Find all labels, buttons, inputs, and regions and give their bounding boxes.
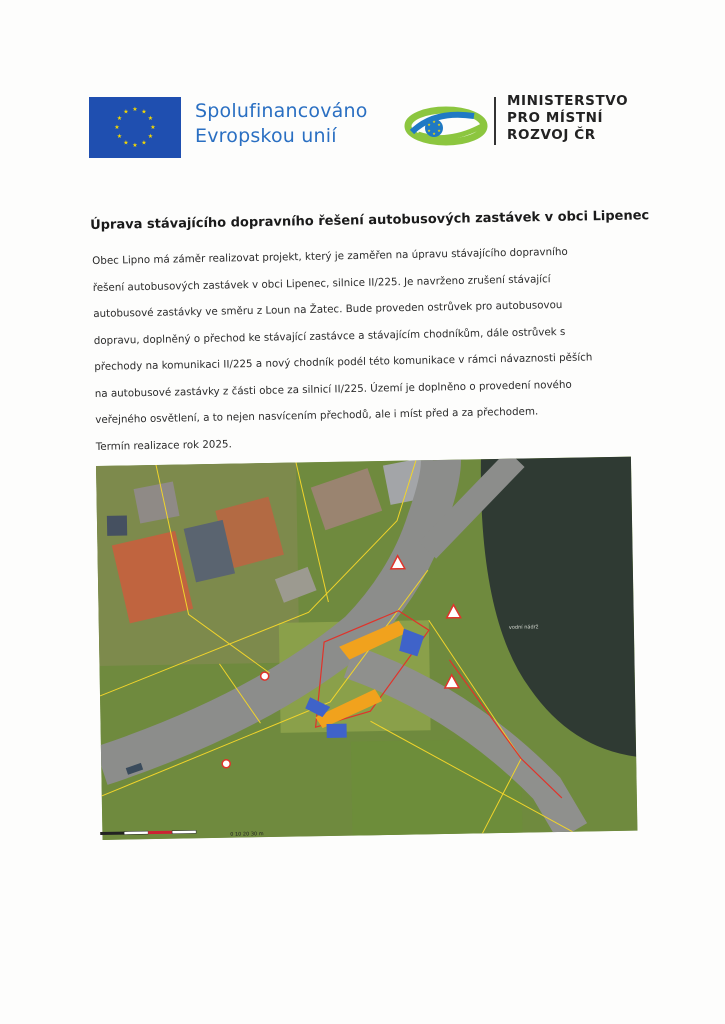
svg-text:★: ★ bbox=[147, 115, 154, 122]
eu-cofinancing-text bbox=[195, 99, 368, 149]
svg-text:★: ★ bbox=[432, 119, 436, 124]
map-scale-bar bbox=[100, 824, 264, 848]
eu-flag-logo bbox=[89, 97, 181, 158]
paragraph-line: veřejného osvětlení, a to nejen nasvícením přechodů, ale i míst před a za přechodem. bbox=[95, 405, 539, 426]
svg-text:★: ★ bbox=[150, 124, 156, 131]
paragraph-line: Termín realizace rok 2025. bbox=[95, 437, 232, 453]
paragraph-line: Obec Lipno má záměr realizovat projekt, který je zaměřen na úpravu stávajícího dopravního bbox=[92, 245, 568, 267]
svg-text:★: ★ bbox=[427, 128, 431, 133]
ministry-swirl-logo bbox=[404, 104, 488, 148]
svg-text:★: ★ bbox=[427, 122, 431, 127]
svg-text:★: ★ bbox=[141, 108, 147, 116]
aerial-site-plan-map bbox=[96, 457, 637, 840]
svg-text:★: ★ bbox=[437, 122, 441, 127]
water-label: vodní nádrž bbox=[508, 624, 539, 631]
svg-text:★: ★ bbox=[123, 108, 129, 116]
svg-text:★: ★ bbox=[116, 133, 123, 140]
document-title: Úprava stávajícího dopravního řešení autobusových zastávek v obci Lipenec bbox=[90, 208, 650, 233]
paragraph-line: přechody na komunikaci II/225 a nový chodník podél této komunikace v rámci návaznosti pěších bbox=[94, 351, 593, 373]
paragraph-line: dopravu, doplněný o přechod ke stávající zastávce a stávajícím chodníkům, dále ostrůvek s bbox=[93, 325, 566, 347]
svg-text:★: ★ bbox=[147, 133, 154, 140]
svg-text:★: ★ bbox=[132, 106, 138, 113]
ministry-line-1: MINISTERSTVO bbox=[507, 93, 629, 109]
scale-label: 0 10 20 30 m bbox=[230, 831, 264, 838]
eu-line-2: Evropskou unií bbox=[195, 125, 337, 147]
logo-divider bbox=[494, 97, 496, 145]
svg-text:★: ★ bbox=[141, 139, 147, 147]
svg-text:★: ★ bbox=[132, 142, 138, 149]
svg-text:★: ★ bbox=[114, 124, 120, 131]
ministry-line-2: PRO MÍSTNÍ bbox=[507, 110, 604, 126]
paragraph-line: řešení autobusových zastávek v obci Lipenec, silnice II/225. Je navrženo zrušení stávající bbox=[92, 272, 551, 294]
svg-text:★: ★ bbox=[432, 131, 436, 136]
eu-line-1: Spolufinancováno bbox=[195, 100, 368, 122]
svg-text:★: ★ bbox=[437, 128, 441, 133]
svg-text:★: ★ bbox=[116, 115, 123, 122]
paragraph-line: autobusové zastávky ve směru z Loun na Žatec. Bude proveden ostrůvek pro autobusovou bbox=[93, 298, 563, 320]
document-paragraph bbox=[92, 238, 636, 460]
ministry-line-3: ROZVOJ ČR bbox=[507, 127, 596, 143]
eu-stars-icon bbox=[89, 97, 181, 158]
paragraph-line: na autobusové zastávky z části obce za silnicí II/225. Území je doplněno o provedení nového bbox=[94, 378, 572, 400]
svg-text:★: ★ bbox=[123, 139, 129, 147]
ministry-name-text bbox=[507, 93, 628, 144]
